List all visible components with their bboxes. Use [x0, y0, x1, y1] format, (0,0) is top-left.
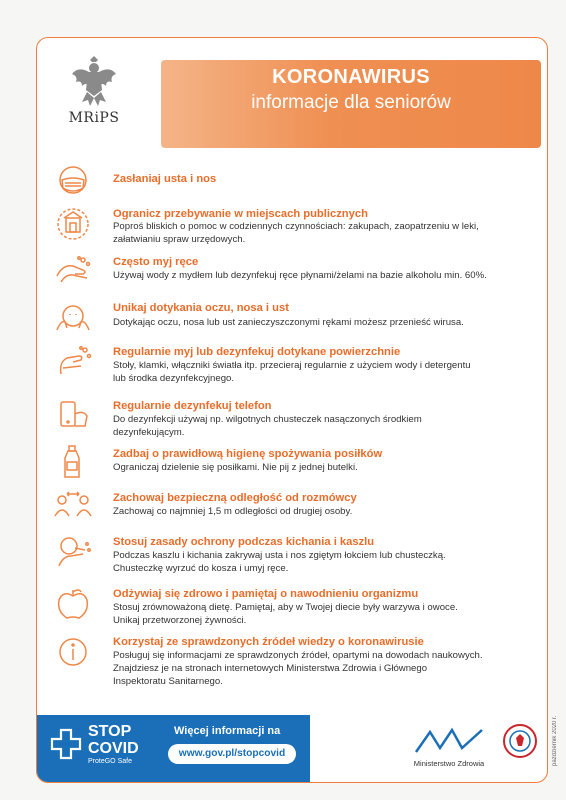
washing-hands-icon	[53, 254, 93, 290]
page-title: KORONAWIRUS	[272, 66, 430, 88]
item-body-line: Znajdziesz je na stronach internetowych Ministerstwa Zdrowia i Głównego	[113, 663, 428, 674]
building-icon	[53, 206, 93, 242]
covid-line: COVID	[88, 740, 139, 757]
item-body	[113, 505, 533, 518]
item-body-line: Stoły, klamki, włączniki światła itp. przecieraj regularnie z użyciem wody i detergentu	[113, 360, 471, 371]
item-body-line: Unikaj przetworzonej żywności.	[113, 615, 247, 626]
header	[37, 38, 547, 138]
bottle-icon	[53, 444, 93, 480]
item-body	[113, 649, 533, 688]
sanitary-inspectorate-seal	[503, 724, 537, 758]
eagle-emblem-icon	[72, 56, 116, 108]
item-body-line: lub środka dezynfekcyjnego.	[113, 373, 235, 384]
item-title: Ogranicz przebywanie w miejscach publicznych	[113, 208, 368, 220]
item-body-line: załatwianiu spraw urzędowych.	[113, 234, 246, 245]
item-body-line: dezynfekującym.	[113, 427, 185, 438]
stop-line: STOP	[88, 723, 132, 740]
leaflet-sheet	[36, 37, 548, 783]
item-body-line: Ograniczaj dzielenie się posiłkami. Nie pij z jednej butelki.	[113, 462, 358, 473]
apple-icon	[53, 586, 93, 622]
item-body-line: Używaj wody z mydłem lub dezynfekuj ręce płynami/żelami na bazie alkoholu min. 60%.	[113, 270, 487, 281]
logo-text: MRiPS	[68, 110, 120, 126]
more-info-text: Więcej informacji na	[174, 725, 281, 737]
title-banner	[161, 60, 541, 148]
item-title: Często myj ręce	[113, 256, 199, 268]
footer	[37, 716, 547, 782]
mrips-logo	[59, 56, 129, 136]
item-body-line: Do dezynfekcji używaj np. wilgotnych chusteczek nasączonych środkiem	[113, 414, 422, 425]
item-title: Zachowaj bezpieczną odległość od rozmówcy	[113, 492, 357, 504]
protego-label: ProteGO Safe	[88, 758, 132, 765]
item-body	[113, 316, 533, 329]
item-body-line: Posługuj się informacjami ze sprawdzonych źródeł, opartymi na dowodach naukowych.	[113, 650, 483, 661]
item-body-line: Dotykając oczu, nosa lub ust zanieczyszczonymi rękami możesz przenieść wirusa.	[113, 317, 464, 328]
page-subtitle: informacje dla seniorów	[251, 92, 451, 113]
item-body	[113, 269, 533, 282]
cross-logo-icon	[50, 728, 82, 764]
item-title: Zasłaniaj usta i nos	[113, 173, 217, 185]
item-body	[113, 359, 533, 385]
item-body	[113, 461, 533, 474]
date-note: październik 2020 r.	[552, 715, 558, 766]
hand-spray-icon	[53, 344, 93, 380]
item-body-line: Podczas kaszlu i kichania zakrywaj usta i nos zgiętym łokciem lub chusteczką.	[113, 550, 446, 561]
face-mask-icon	[53, 164, 93, 200]
no-face-touch-icon	[53, 300, 93, 336]
item-title: Zadbaj o prawidłową higienę spożywania posiłków	[113, 448, 383, 460]
item-body	[113, 413, 533, 439]
ministry-name: Ministerstwo Zdrowia	[413, 759, 485, 768]
phone-disinfect-icon	[53, 396, 93, 432]
sneeze-icon	[53, 534, 93, 570]
item-title: Unikaj dotykania oczu, nosa i ust	[113, 302, 289, 314]
item-body-line: Stosuj zrównoważoną dietę. Pamiętaj, aby w Twojej diecie były warzywa i owoce.	[113, 602, 458, 613]
stopcovid-link[interactable]: www.gov.pl/stopcovid	[168, 744, 296, 764]
stop-covid-label	[88, 723, 139, 757]
item-body-line: Inspektoratu Sanitarnego.	[113, 676, 223, 687]
seal-icon	[503, 724, 537, 758]
item-title: Stosuj zasady ochrony podczas kichania i kaszlu	[113, 536, 375, 548]
item-body-line: Zachowaj co najmniej 1,5 m odległości od drugiej osoby.	[113, 506, 353, 517]
item-body	[113, 549, 533, 575]
info-icon	[53, 634, 93, 670]
item-title: Korzystaj ze sprawdzonych źródeł wiedzy o koronawirusie	[113, 636, 424, 648]
stop-covid-panel	[36, 715, 310, 783]
item-title: Odżywiaj się zdrowo i pamiętaj o nawodnieniu organizmu	[113, 588, 419, 600]
mz-logo-icon	[414, 726, 484, 754]
item-body-line: Poproś bliskich o pomoc w codziennych czynnościach: zakupach, zaopatrzeniu w leki,	[113, 221, 479, 232]
item-body	[113, 220, 533, 246]
ministry-logo	[411, 726, 487, 768]
distance-icon	[53, 488, 93, 524]
item-body	[113, 601, 533, 627]
item-body-line: Chusteczkę wyrzuć do kosza i umyj ręce.	[113, 563, 289, 574]
item-title: Regularnie myj lub dezynfekuj dotykane powierzchnie	[113, 346, 401, 358]
item-title: Regularnie dezynfekuj telefon	[113, 400, 272, 412]
